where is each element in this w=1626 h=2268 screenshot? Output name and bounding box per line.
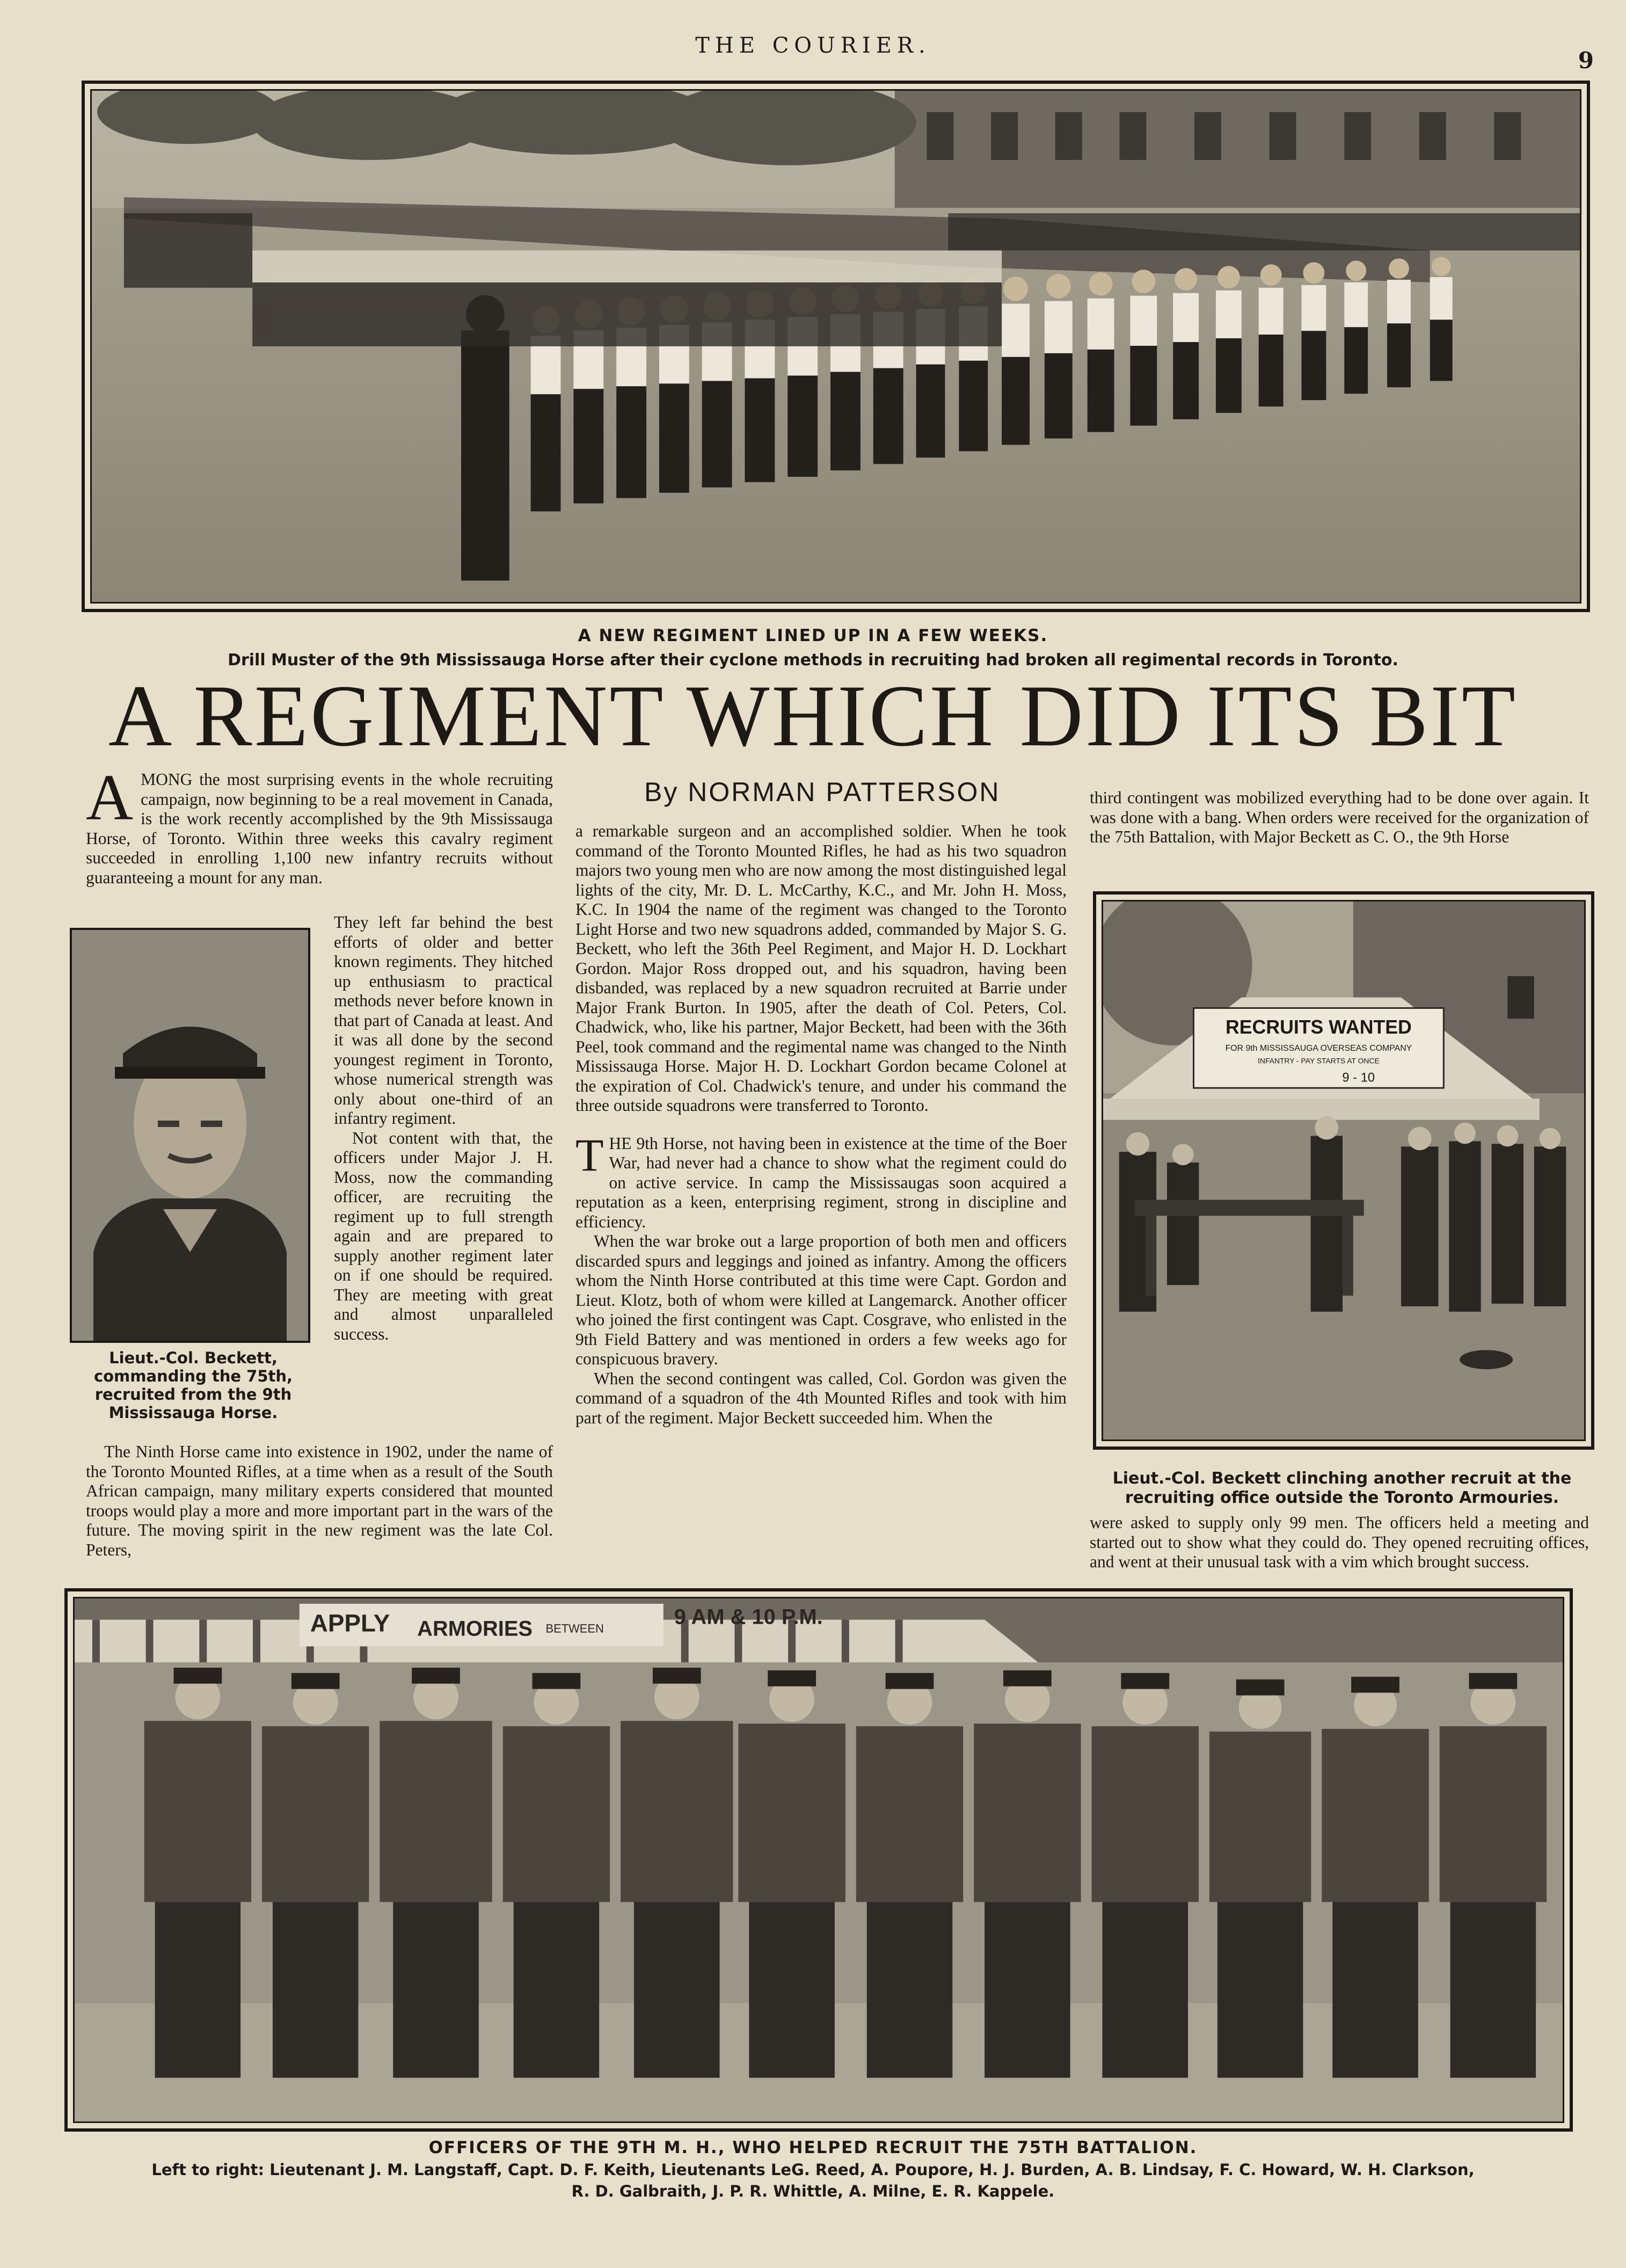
top-photo-frame bbox=[82, 81, 1590, 612]
article-column-1-bottom bbox=[86, 1442, 553, 1560]
dropcap-t: T bbox=[575, 1129, 604, 1181]
officers-sign-between: BETWEEN bbox=[545, 1622, 604, 1635]
col2-paragraph-1: a remarkable surgeon and an accomplished soldier. When he took command of the Toronto Mounted Rifles, he had as his two squadron majors two young men who are now among the most distinguished legal lights of the city, Mr. D. L. McCarthy, K.C., and Mr. John H. Moss, K.C. In 1904 the name of the regiment was changed to the Toronto Light Horse and two new squadrons added, commanded by Major S. G. Beckett, who left the 36th Peel Regiment, and Major H. D. Lockhart Gordon. Major Ross dropped out, and his squadron, having been disbanded, was replaced by a new squadron recruited at Barrie under Major Frank Burton. In 1905, after the death of Col. Peters, Col. Chadwick, who, like his partner, Major Beckett, had been with the 36th Peel, took command and the regimental name was changed to the Ninth Mississauga Horse. Major H. D. Lockhart Gordon became Colonel at the expiration of Col. Chadwick's tenure, and under his command the three outside squadrons were transferred to Toronto. bbox=[575, 822, 1067, 1115]
sign-hours-line: 9 - 10 bbox=[1342, 1070, 1375, 1085]
col1-paragraph-2: Not content with that, the officers under Major J. H. Moss, now the commanding officer, are recruiting the regiment up to full strength again and are prepared to supply another regiment later on if one should be required. They are meeting with great and almost unparalleled success. bbox=[334, 1128, 553, 1343]
article-headline: A REGIMENT WHICH DID ITS BIT bbox=[108, 667, 1518, 765]
officers-caption-line-2: R. D. Galbraith, J. P. R. Whittle, A. Milne, E. R. Kappele. bbox=[571, 2182, 1055, 2200]
sign-company-line: FOR 9th MISSISSAUGA OVERSEAS COMPANY bbox=[1225, 1043, 1412, 1053]
article-column-2 bbox=[575, 822, 1067, 1428]
officers-caption-title: OFFICERS OF THE 9TH M. H., WHO HELPED RECRUIT THE 75TH BATTALION. bbox=[428, 2138, 1198, 2157]
officers-sign-armories: ARMORIES bbox=[417, 1617, 533, 1641]
recruit-office-photo bbox=[1102, 900, 1586, 1441]
article-column-3-top bbox=[1090, 788, 1589, 847]
col3-paragraph-1: third contingent was mobilized everything had to be done over again. It was done with a bang. When orders were received for the organization of the 75th Battalion, with Major Beckett as C. O., the 9th Horse bbox=[1090, 788, 1589, 846]
top-photo-caption-title: A NEW REGIMENT LINED UP IN A FEW WEEKS. bbox=[578, 626, 1048, 645]
recruits-wanted-sign: RECRUITS WANTED bbox=[1226, 1016, 1412, 1038]
recruit-photo-caption: Lieut.-Col. Beckett clinching another recruit at the recruiting office outside the Toronto Armouries. bbox=[1112, 1469, 1572, 1507]
col3-paragraph-2: were asked to supply only 99 men. The officers held a meeting and started out to show what they could do. They opened recruiting offices, and went at their unusual task with a vim which brought success. bbox=[1090, 1513, 1589, 1571]
portrait-illustration bbox=[72, 930, 308, 1341]
dropcap-a: A bbox=[86, 761, 134, 834]
officers-sign-hours: 9 AM & 10 P.M. bbox=[674, 1605, 823, 1629]
col1-paragraph-1-rest: They left far behind the best efforts of older and better known regiments. They hitched up enthusiasm to practical methods never before known in that part of Canada at least. And it was all done by the second youngest regiment in Toronto, whose numerical strength was only about one-third of an infantry regiment. bbox=[334, 913, 553, 1128]
portrait-beckett bbox=[70, 928, 310, 1343]
officers-group-illustration bbox=[75, 1598, 1563, 2121]
col1-paragraph-3: The Ninth Horse came into existence in 1902, under the name of the Toronto Mounted Rifles, at a time when as a result of the South African campaign, many military experts considered that mounted troops would play a more and more important part in the wars of the future. The moving spirit in the new regiment was the late Col. Peters, bbox=[86, 1442, 553, 1559]
col2-paragraph-3: When the war broke out a large proportion of both men and officers discarded spurs and leggings and joined as infantry. Among the officers whom the Ninth Horse contributed at this time were Capt. Gordon and Lieut. Klotz, both of whom were killed at Langemarck. Another officer who joined the first contingent was Capt. Cosgrave, who enlisted in the 9th Field Battery and was mentioned in orders a few weeks ago for conspicuous bravery. bbox=[575, 1232, 1067, 1368]
page-number: 9 bbox=[1578, 47, 1594, 74]
article-column-1 bbox=[86, 761, 553, 888]
recruit-photo-frame bbox=[1093, 891, 1594, 1450]
byline: By NORMAN PATTERSON bbox=[644, 777, 1001, 807]
col1-paragraph-1: MONG the most surprising events in the whole recruiting campaign, now beginning to be a real movement in Canada, is the work recently accomplished by the 9th Mississauga Horse, of Toronto. Within three weeks this cavalry regiment succeeded in enrolling 1,100 new infantry recruits without guaranteeing a mount for any man. bbox=[86, 770, 553, 887]
col2-paragraph-4: When the second contingent was called, Col. Gordon was given the command of a squadron of the 4th Mounted Rifles and took with him part of the regiment. Major Beckett succeeded him. When the bbox=[575, 1369, 1067, 1427]
drill-muster-illustration bbox=[92, 91, 1580, 602]
running-title: THE COURIER. bbox=[695, 33, 931, 58]
officers-sign-apply: APPLY bbox=[310, 1609, 390, 1637]
officers-group-photo bbox=[73, 1597, 1564, 2123]
officers-caption-line-1: Left to right: Lieutenant J. M. Langstaff, Capt. D. F. Keith, Lieutenants LeG. Reed, A. Poupore, H. J. Burden, A. B. Lindsay, F. C. Howard, W. H. Clarkson, bbox=[151, 2161, 1475, 2179]
recruit-office-illustration bbox=[1103, 902, 1584, 1440]
drill-muster-photo bbox=[90, 89, 1581, 604]
article-column-3-bottom bbox=[1090, 1513, 1589, 1572]
top-photo-caption-body: Drill Muster of the 9th Mississauga Horse after their cyclone methods in recruiting had broken all regimental records in Toronto. bbox=[228, 651, 1398, 670]
sign-infantry-line: INFANTRY - PAY STARTS AT ONCE bbox=[1258, 1056, 1380, 1065]
article-column-1-narrow bbox=[334, 913, 553, 1344]
col2-paragraph-2: HE 9th Horse, not having been in existence at the time of the Boer War, had never had a chance to show what the regiment could do on active service. In camp the Mississaugas soon acquired a reputation as a keen, enterprising regiment, strong in discipline and efficiency. bbox=[575, 1133, 1067, 1231]
officers-photo-frame bbox=[64, 1588, 1573, 2132]
portrait-caption: Lieut.-Col. Beckett, commanding the 75th, recruited from the 9th Mississauga Horse. bbox=[93, 1349, 293, 1422]
